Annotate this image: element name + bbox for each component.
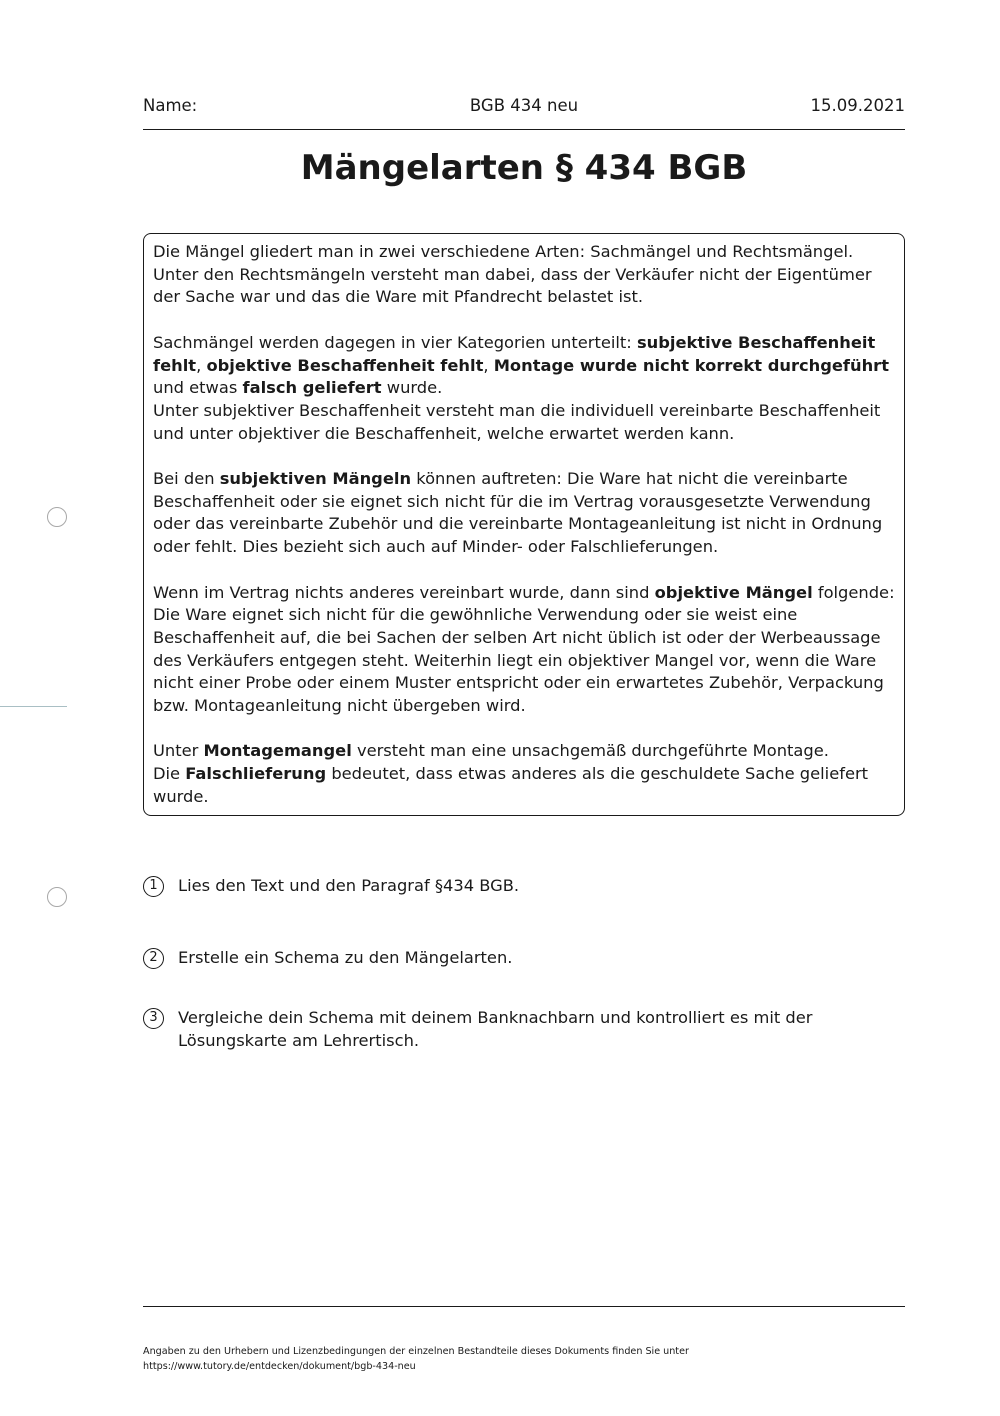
paragraph-intro (153, 241, 904, 309)
paragraph-objektive-maengel (153, 582, 904, 718)
bold-term: subjektiven Mängeln (219, 469, 412, 488)
paragraph-text: , (483, 355, 494, 375)
paragraph-text: Die Mängel gliedert man in zwei verschiedene Arten: Sachmängel und Rechtsmängel. Unter den Rechtsmängeln versteht man dabei, dass der Verkäufer nicht der Eigentümer der Sache war und das die Ware mit Pfandrecht belastet ist. (153, 242, 872, 307)
paragraph-text: bedeutet, dass etwas anderes als die geschuldete Sache geliefert wurde. (153, 764, 869, 806)
header-divider (143, 129, 905, 130)
punch-hole-mark (47, 887, 67, 907)
bold-term: objektive Beschaffenheit fehlt (206, 355, 484, 375)
paragraph-montage-falschlieferung (153, 740, 904, 808)
task-text: Erstelle ein Schema zu den Mängelarten. (178, 948, 513, 967)
task-text: Lies den Text und den Paragraf §434 BGB. (178, 876, 520, 895)
page-footer (143, 1344, 905, 1374)
task-number-badge: 3 (143, 1008, 164, 1029)
paragraph-text: Wenn im Vertrag nichts anderes vereinbart wurde, dann sind (153, 582, 655, 602)
page-header (143, 96, 905, 120)
bold-term: Montagemangel (203, 741, 352, 761)
task-text: Vergleiche dein Schema mit deinem Banknachbarn und kontrolliert es mit der Lösungskarte am Lehrertisch. (178, 1008, 813, 1050)
bold-term: subjektive Beschaffenheit fehlt (153, 332, 876, 375)
task-number-badge: 1 (143, 876, 164, 897)
paragraph-subjektive-maengel (153, 468, 904, 559)
header-subject: BGB 434 neu (469, 96, 579, 115)
header-name-label: Name: (143, 96, 198, 115)
paragraph-sachmaengel (153, 332, 904, 446)
info-text-box (143, 233, 905, 816)
paragraph-text: und etwas (153, 378, 238, 398)
paragraph-text: können auftreten: Die Ware hat nicht die vereinbarte Beschaffenheit oder sie eignet sich nicht für die im Vertrag vorausgesetzte Verwendung oder das vereinbarte Zubehör und die vereinbarte Montageanleitung ist nicht in Ordnung oder fehlt. Dies bezieht sich auch auf Minder- oder Falschlieferungen. (153, 469, 883, 557)
paragraph-text: Bei den (153, 469, 220, 488)
bold-term: Montage wurde nicht korrekt durchgeführt (493, 355, 889, 375)
paragraph-text: , (196, 355, 207, 375)
footer-license-note: Angaben zu den Urhebern und Lizenzbedingungen der einzelnen Bestandteile dieses Dokuments finden Sie unter (143, 1346, 689, 1357)
bold-term: falsch geliefert (242, 378, 382, 398)
footer-divider (143, 1306, 905, 1307)
paragraph-text: Sachmängel werden dagegen in vier Kategorien unterteilt: (153, 332, 637, 352)
footer-url: https://www.tutory.de/entdecken/dokument/bgb-434-neu (143, 1361, 416, 1372)
paragraph-text: versteht man eine unsachgemäß durchgeführte Montage. Die (153, 741, 829, 784)
header-date: 15.09.2021 (810, 96, 905, 115)
bold-term: objektive Mängel (654, 582, 813, 602)
paragraph-text: wurde. Unter subjektiver Beschaffenheit versteht man die individuell vereinbarte Beschaffenheit und unter objektiver die Beschaffenheit, welche erwartet werden kann. (153, 378, 881, 443)
punch-hole-mark (47, 507, 67, 527)
fold-mark (0, 706, 67, 707)
page-title: Mängelarten § 434 BGB (300, 148, 748, 188)
paragraph-text: folgende: Die Ware eignet sich nicht für die gewöhnliche Verwendung oder sie weist eine Beschaffenheit auf, die bei Sachen der selben Art nicht üblich ist oder der Werbeaussage des Verkäufers entgegen steht. Weiterhin liegt ein objektiver Mangel vor, wenn die Ware nicht einer Probe oder einem Muster entspricht oder ein erwartetes Zubehör, Verpackung bzw. Montageanleitung nicht übergeben wird. (153, 582, 895, 716)
task-number-badge: 2 (143, 948, 164, 969)
paragraph-text: Unter (153, 741, 204, 761)
bold-term: Falschlieferung (185, 764, 327, 784)
